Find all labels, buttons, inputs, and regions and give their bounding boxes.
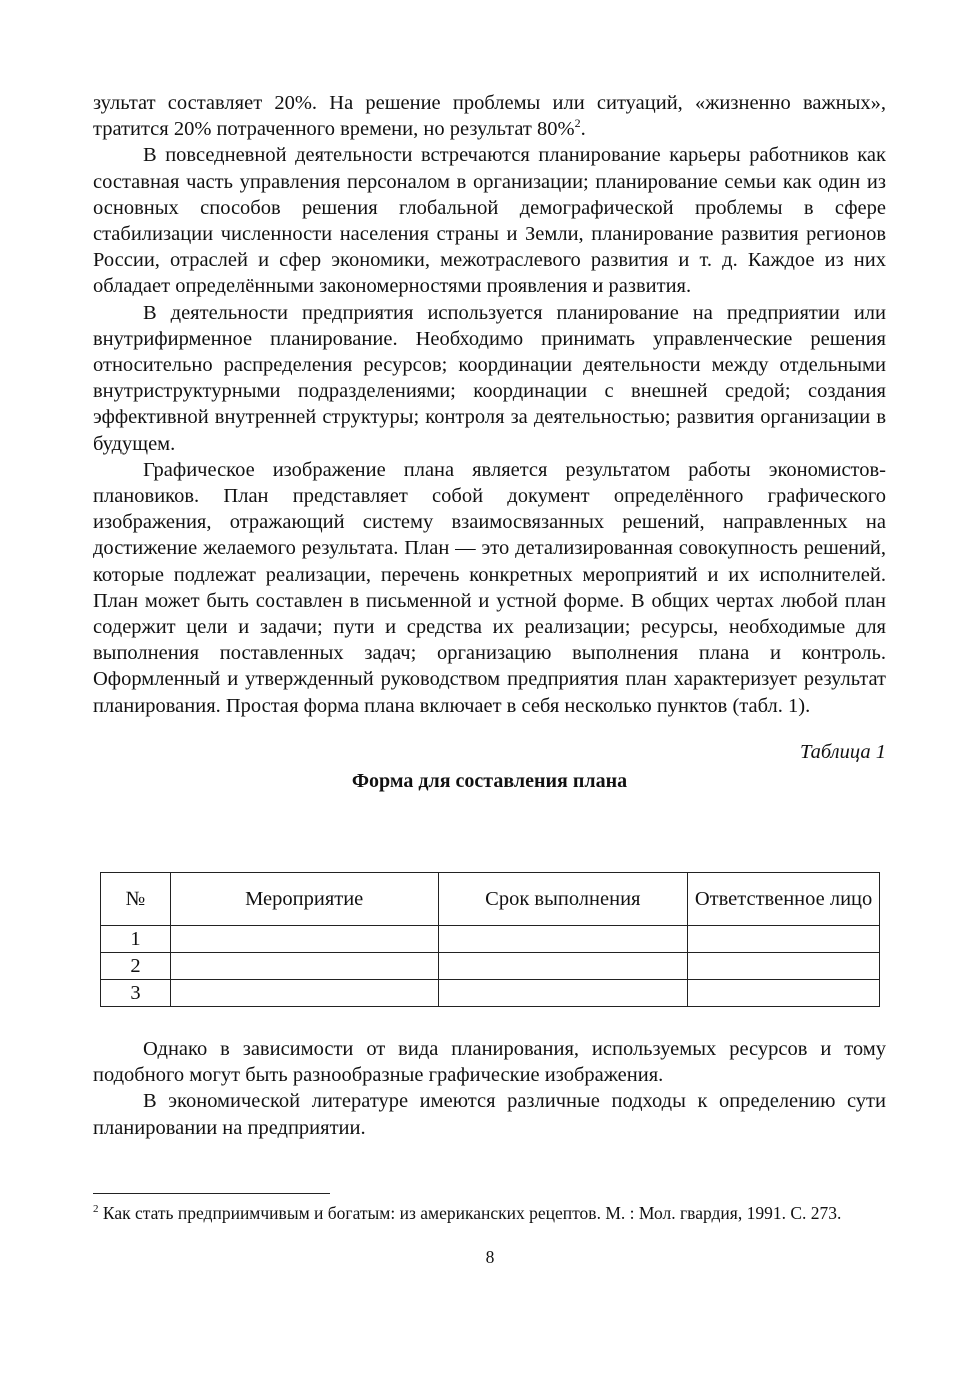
paragraph-2: В повседневной деятельности встречаются планирование карьеры работников как составная часть управления персоналом в организации; планирование семьи как один из основных способов решения глобальной демографической проблемы в сфере стабилизации численности населения страны и Земли, планирование развития регионов России, отраслей и сфер экономики, межотраслевого развития и т. д. Каждое из них обладает определёнными закономерностями проявления и развития. (93, 144, 886, 298)
paragraph-6: В экономической литературе имеются различные подходы к определению сути планировании на предприятии. (93, 1090, 886, 1139)
paragraph-4: Графическое изображение плана является результатом работы экономистов-плановиков. План представляет собой документ определённого графического изображения, отражающий систему взаимосвязанных решений, направленных на достижение желаемого результата. План — это детализированная совокупность решений, которые подлежат реализации, перечень конкретных мероприятий и их исполнителей. План может быть составлен в письменной и устной форме. В общих чертах любой план содержит цели и задачи; пути и средства их реализации; ресурсы, необходимые для выполнения поставленных задач; организацию выполнения плана и контроль. Оформленный и утвержденный руководством предприятия план характеризует результат планирования. Простая форма плана включает в себя несколько пунктов (табл. 1). (93, 458, 886, 717)
footnote (93, 1201, 886, 1225)
row-deadline (438, 953, 688, 980)
row-activity (170, 980, 438, 1007)
table-title: Форма для составления плана (351, 769, 628, 792)
paragraph-1-end: . (580, 118, 586, 141)
row-number: 2 (101, 953, 171, 980)
footnote-marker: 2 (93, 1203, 99, 1215)
row-activity (170, 953, 438, 980)
row-responsible (688, 980, 880, 1007)
footnote-divider (93, 1193, 330, 1194)
table-row (101, 953, 880, 980)
header-number: № (101, 873, 171, 926)
paragraph-3: В деятельности предприятия используется планирование на предприятии или внутрифирменное планирование. Необходимо принимать управленческие решения относительно распределения ресурсов; координации деятельности между отдельными внутриструктурными подразделениями; координации с внешней средой; создания эффективной внутренней структуры; контроля за деятельностью; развития организации в будущем. (93, 301, 886, 455)
row-activity (170, 926, 438, 953)
row-deadline (438, 980, 688, 1007)
row-number: 1 (101, 926, 171, 953)
table-row (101, 980, 880, 1007)
header-activity: Мероприятие (170, 873, 438, 926)
row-deadline (438, 926, 688, 953)
row-responsible (688, 953, 880, 980)
header-deadline: Срок выполнения (438, 873, 688, 926)
page-number: 8 (485, 1247, 495, 1267)
paragraph-1 (93, 90, 886, 142)
table-row (101, 926, 880, 953)
plan-form-table (100, 872, 880, 1007)
row-number: 3 (101, 980, 171, 1007)
paragraph-1-text: зультат составляет 20%. На решение проблемы или ситуаций, «жизненно важных», тратится 20% потраченного времени, но результат 80% (93, 92, 886, 141)
table-caption: Таблица 1 (799, 740, 886, 763)
footnote-ref[interactable]: 2 (574, 116, 581, 131)
table-header-row (101, 873, 880, 926)
footnote-text: Как стать предприимчивым и богатым: из американских рецептов. М. : Мол. гвардия, 1991. С. 273. (98, 1203, 842, 1223)
row-responsible (688, 926, 880, 953)
paragraph-5: Однако в зависимости от вида планирования, используемых ресурсов и тому подобного могут быть разнообразные графические изображения. (93, 1038, 886, 1087)
main-text (93, 90, 886, 794)
text-after-table (93, 1036, 886, 1141)
header-responsible: Ответственное лицо (688, 873, 880, 926)
